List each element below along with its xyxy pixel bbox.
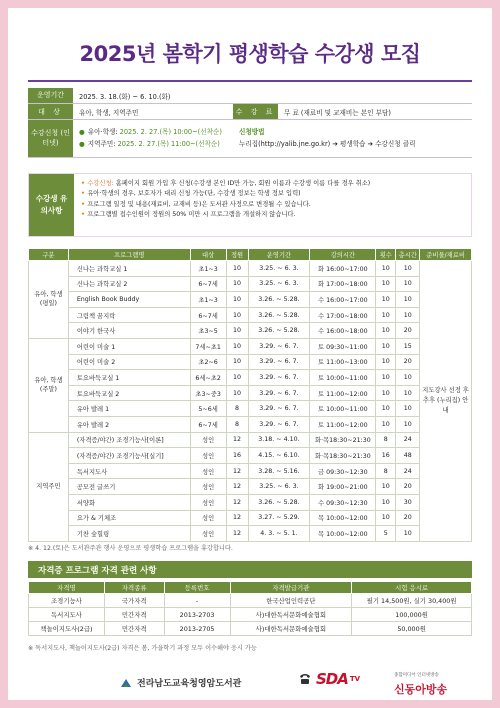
- table-cell: 수 17:00~18:00: [310, 307, 376, 323]
- table-row: [29, 479, 472, 495]
- table-row: [29, 307, 472, 323]
- table-cell: 성인: [190, 494, 226, 510]
- program-table-header: [29, 249, 472, 261]
- table-cell: 10: [396, 261, 420, 277]
- table-cell: 10: [226, 323, 248, 339]
- table-cell: 10: [396, 370, 420, 386]
- table-cell: 50,000원: [352, 622, 472, 636]
- column-header: 시험 응시료: [352, 582, 472, 594]
- column-header: 정원: [226, 249, 248, 261]
- category-cell: 유아, 학생 (주말): [29, 338, 69, 432]
- program-name-cell: English Book Buddy: [68, 292, 190, 308]
- table-cell: 10: [376, 510, 396, 526]
- program-name-cell: 요가 & 기체조: [68, 510, 190, 526]
- table-cell: 화 19:00~21:00: [310, 479, 376, 495]
- table-cell: 토 09:30~11:00: [310, 338, 376, 354]
- table-cell: 책놀이지도사(2급): [29, 622, 105, 636]
- table-cell: 4.15. ~ 6.10.: [248, 448, 310, 464]
- table-cell: 토 11:00~13:00: [310, 354, 376, 370]
- program-name-cell: 신나는 과학교실 2: [68, 276, 190, 292]
- table-row: [29, 448, 472, 464]
- table-cell: 3.28. ~ 5.16.: [248, 463, 310, 479]
- table-cell: 3.25. ~ 6. 3.: [248, 479, 310, 495]
- column-header: 자격발급기관: [230, 582, 352, 594]
- period-value: 2025. 3. 18.(화) ~ 6. 10.(화): [79, 92, 171, 101]
- program-name-cell: 어린이 미술 2: [68, 354, 190, 370]
- program-name-cell: 기찬 숲힐링: [68, 526, 190, 542]
- table-cell: 3.29. ~ 6. 7.: [248, 385, 310, 401]
- table-cell: 성인: [190, 463, 226, 479]
- table-cell: 국가자격: [104, 594, 164, 608]
- table-cell: 10: [376, 292, 396, 308]
- materials-note-cell: 지도강사 선정 후 추후 (누리집) 안내: [420, 261, 472, 542]
- table-cell: 10: [226, 354, 248, 370]
- table-cell: 민간자격: [104, 622, 164, 636]
- table-cell: 독서지도사: [29, 608, 105, 622]
- table-cell: 3.29. ~ 6. 7.: [248, 354, 310, 370]
- table-cell: 성인: [190, 510, 226, 526]
- sponsor-tagline: 종합미디어 인터넷방송: [394, 673, 439, 678]
- table-cell: 10: [376, 479, 396, 495]
- column-header: 총시간: [396, 249, 420, 261]
- title-divider: [28, 80, 472, 82]
- table-cell: 조경기능사: [29, 594, 105, 608]
- table-cell: 10: [376, 370, 396, 386]
- table-cell: 초1~3: [190, 292, 226, 308]
- table-cell: 10: [376, 494, 396, 510]
- sponsor-sda-logo: SDA: [316, 670, 348, 688]
- table-cell: 10: [226, 261, 248, 277]
- info-row-target: [28, 104, 472, 120]
- table-cell: 10: [376, 323, 396, 339]
- table-cell: 3.26. ~ 5.28.: [248, 494, 310, 510]
- column-header: 준비물/재료비: [420, 249, 472, 261]
- program-name-cell: 어린이 미술 1: [68, 338, 190, 354]
- table-cell: 10: [396, 526, 420, 542]
- table-cell: 3.29. ~ 6. 7.: [248, 370, 310, 386]
- table-cell: 100,000원: [352, 608, 472, 622]
- method-value: 누리집(http://yalib.jne.go.kr) ➔ 평생학습 ➔ 수강신청 클릭: [239, 139, 416, 148]
- table-row: [29, 594, 472, 608]
- info-table: [28, 88, 472, 158]
- table-cell: 수 16:00~18:00: [310, 323, 376, 339]
- program-name-cell: 신나는 과학교실 1: [68, 261, 190, 277]
- table-cell: 3.29. ~ 6. 7.: [248, 401, 310, 417]
- table-cell: 24: [396, 432, 420, 448]
- table-row: [29, 338, 472, 354]
- program-name-cell: 서양화: [68, 494, 190, 510]
- table-cell: -: [164, 594, 230, 608]
- program-name-cell: 독서지도사: [68, 463, 190, 479]
- table-cell: 10: [376, 307, 396, 323]
- table-cell: 6~7세: [190, 276, 226, 292]
- sponsor-name: 신동아방송: [394, 683, 448, 696]
- table-cell: 15: [396, 338, 420, 354]
- table-cell: 4. 3. ~ 5. 1.: [248, 526, 310, 542]
- table-cell: 6~7세: [190, 307, 226, 323]
- table-cell: 20: [396, 354, 420, 370]
- table-cell: 10: [376, 354, 396, 370]
- table-cell: 10: [376, 261, 396, 277]
- table-cell: 8: [376, 432, 396, 448]
- apply-method: [233, 120, 421, 157]
- notice-item: • 프로그램별 접수인원이 정원의 50% 미만 시 프로그램을 개설하지 않습니다.: [81, 210, 370, 220]
- table-cell: 성인: [190, 432, 226, 448]
- table-cell: 3.26. ~ 5.28.: [248, 292, 310, 308]
- apply-line-student: ● 유아·학생: 2025. 2. 27.(목) 10:00~(선착순): [79, 128, 222, 137]
- program-name-cell: 공모전 글쓰기: [68, 479, 190, 495]
- table-row: [29, 401, 472, 417]
- table-cell: 30: [396, 494, 420, 510]
- table-cell: 화·목18:30~21:30: [310, 448, 376, 464]
- program-name-cell: (자격증/야간) 조경기능사[이론]: [68, 432, 190, 448]
- table-row: [29, 261, 472, 277]
- table-cell: 12: [226, 463, 248, 479]
- fee-value: 무 료 (재료비 및 교재비는 본인 부담): [284, 108, 391, 117]
- table-cell: 20: [396, 479, 420, 495]
- column-header: 자격명: [29, 582, 105, 594]
- table-cell: 7세~초1: [190, 338, 226, 354]
- target-value: 유아, 학생, 지역주민: [79, 108, 139, 117]
- column-header: 구분: [29, 249, 69, 261]
- table-row: [29, 432, 472, 448]
- table-cell: 3.25. ~ 6. 3.: [248, 261, 310, 277]
- cert-section-title: 자격증 프로그램 자격 관련 사항: [28, 561, 472, 578]
- table-cell: 10: [396, 401, 420, 417]
- table-row: [29, 463, 472, 479]
- table-row: [29, 370, 472, 386]
- table-row: [29, 510, 472, 526]
- table-cell: 5: [376, 526, 396, 542]
- table-cell: 5~6세: [190, 401, 226, 417]
- table-row: [29, 608, 472, 622]
- table-cell: 8: [226, 416, 248, 432]
- table-cell: 한국산업인력공단: [230, 594, 352, 608]
- table-cell: 필기 14,500원, 실기 30,400원: [352, 594, 472, 608]
- table-cell: 10: [226, 370, 248, 386]
- info-row-apply: [28, 120, 472, 158]
- fee-label: 수 강 료: [233, 104, 278, 119]
- sponsor-logo: [298, 670, 448, 696]
- table-cell: 10: [376, 276, 396, 292]
- table-cell: 24: [396, 463, 420, 479]
- table-cell: 3.27. ~ 5.29.: [248, 510, 310, 526]
- notice-list: [74, 174, 377, 236]
- table-cell: 10: [376, 385, 396, 401]
- apply-label: 수강신청 (인터넷): [28, 120, 73, 157]
- target-label: 대 상: [28, 104, 73, 119]
- column-header: 자격종류: [104, 582, 164, 594]
- table-cell: 10: [376, 401, 396, 417]
- table-cell: 16: [226, 448, 248, 464]
- program-name-cell: 그림책 꿈지락: [68, 307, 190, 323]
- table-cell: 10: [226, 338, 248, 354]
- program-name-cell: 토요바둑교실 1: [68, 370, 190, 386]
- library-logo: [120, 676, 241, 689]
- table-cell: 성인: [190, 526, 226, 542]
- table-cell: 16: [376, 448, 396, 464]
- phone-icon: [298, 673, 312, 685]
- library-name: 전라남도교육청영암도서관: [137, 679, 242, 689]
- column-header: 횟수: [376, 249, 396, 261]
- page-title: 2025년 봄학기 평생학습 수강생 모집: [79, 42, 421, 66]
- table-cell: 수 16:00~17:00: [310, 292, 376, 308]
- table-cell: 10: [376, 416, 396, 432]
- table-cell: 6~7세: [190, 416, 226, 432]
- table-cell: 토 11:00~12:00: [310, 416, 376, 432]
- table-cell: 2013-2705: [164, 622, 230, 636]
- period-label: 운영기간: [28, 88, 73, 103]
- category-cell: 지역주민: [29, 432, 69, 541]
- table-row: [29, 494, 472, 510]
- table-row: [29, 622, 472, 636]
- table-cell: 20: [396, 510, 420, 526]
- table-cell: 성인: [190, 448, 226, 464]
- table-cell: 12: [226, 494, 248, 510]
- table-cell: 10: [226, 292, 248, 308]
- notice-label: 수강생 유의사항: [29, 174, 74, 236]
- table-cell: 목 10:00~12:00: [310, 526, 376, 542]
- table-cell: 사)대한독서문화예술협회: [230, 608, 352, 622]
- table-cell: 10: [396, 276, 420, 292]
- table-cell: 초3~중3: [190, 385, 226, 401]
- table-cell: 화·목18:30~21:30: [310, 432, 376, 448]
- program-name-cell: 유아 발레 1: [68, 401, 190, 417]
- table-cell: 금 09:30~12:30: [310, 463, 376, 479]
- table-cell: 10: [396, 385, 420, 401]
- table-cell: 10: [396, 292, 420, 308]
- table-cell: 사)대한독서문화예술협회: [230, 622, 352, 636]
- table-cell: 목 10:00~12:00: [310, 510, 376, 526]
- table-cell: 3.26. ~ 5.28.: [248, 323, 310, 339]
- table-cell: 초2~6: [190, 354, 226, 370]
- cert-note: ※ 독서지도사, 책놀이지도사(2급) 자격은 봄, 가을학기 과정 모두 이수해야 응시 가능: [28, 645, 257, 652]
- table-row: [29, 416, 472, 432]
- program-name-cell: 토요바둑교실 2: [68, 385, 190, 401]
- table-cell: 8: [376, 463, 396, 479]
- column-header: 강의시간: [310, 249, 376, 261]
- table-row: [29, 292, 472, 308]
- table-row: [29, 323, 472, 339]
- library-emblem-icon: [120, 677, 132, 689]
- program-table: [28, 248, 472, 542]
- table-cell: 초3~5: [190, 323, 226, 339]
- table-row: [29, 385, 472, 401]
- column-header: 프로그램명: [68, 249, 190, 261]
- apply-line-resident: ● 지역주민: 2025. 2. 27.(목) 11:00~(선착순): [79, 139, 220, 148]
- table-cell: 화 16:00~17:00: [310, 261, 376, 277]
- apply-dates: [73, 120, 233, 157]
- notice-item: • 수강신청: 홈페이지 회원 가입 후 신청(수강생 본인 ID만 가능, 회원 이름과 수강생 이름 다를 경우 취소): [81, 179, 370, 189]
- program-name-cell: (자격증/야간) 조경기능사[실기]: [68, 448, 190, 464]
- table-cell: 12: [226, 510, 248, 526]
- column-header: 등록번호: [164, 582, 230, 594]
- table-row: [29, 354, 472, 370]
- table-cell: 10: [396, 307, 420, 323]
- table-cell: 토 10:00~11:00: [310, 370, 376, 386]
- cert-table-header: [29, 582, 472, 594]
- table-row: [29, 526, 472, 542]
- table-cell: 화 17:00~18:00: [310, 276, 376, 292]
- poster: [8, 8, 492, 700]
- notice-item: • 프로그램 일정 및 내용(재료비, 교재비 등)은 도서관 사정으로 변경될 수 있습니다.: [81, 200, 370, 210]
- table-cell: 6세~초2: [190, 370, 226, 386]
- table-cell: 48: [396, 448, 420, 464]
- cert-table: [28, 581, 472, 636]
- footer: [8, 668, 492, 700]
- table-cell: 12: [226, 526, 248, 542]
- sponsor-tv: TV: [349, 675, 361, 683]
- table-cell: 10: [226, 307, 248, 323]
- table-cell: 민간자격: [104, 608, 164, 622]
- program-name-cell: 이야기 한국사: [68, 323, 190, 339]
- notice-box: [28, 173, 472, 237]
- table-cell: 10: [376, 338, 396, 354]
- column-header: 대상: [190, 249, 226, 261]
- table-cell: 20: [396, 323, 420, 339]
- table-cell: 8: [226, 401, 248, 417]
- notice-item: • 유아·학생의 경우, 보호자가 대리 신청 가능(단, 수강생 정보는 학생 정보 입력): [81, 189, 370, 199]
- table-cell: 토 10:00~11:00: [310, 401, 376, 417]
- table-cell: 10: [226, 276, 248, 292]
- table-cell: 초1~3: [190, 261, 226, 277]
- table-cell: 10: [226, 385, 248, 401]
- table-cell: 12: [226, 432, 248, 448]
- table-cell: 10: [396, 416, 420, 432]
- table-cell: 3.29. ~ 6. 7.: [248, 416, 310, 432]
- category-cell: 유아, 학생 (평일): [29, 261, 69, 339]
- program-name-cell: 유아 발레 2: [68, 416, 190, 432]
- table-cell: 토 11:00~12:00: [310, 385, 376, 401]
- method-title: 신청방법: [239, 128, 265, 137]
- table-cell: 3.26. ~ 5.28.: [248, 307, 310, 323]
- column-header: 운영기간: [248, 249, 310, 261]
- table-cell: 12: [226, 479, 248, 495]
- table-cell: 3.29. ~ 6. 7.: [248, 338, 310, 354]
- table-row: [29, 276, 472, 292]
- table-cell: 수 09:30~12:30: [310, 494, 376, 510]
- table-cell: 성인: [190, 479, 226, 495]
- closure-note: ※ 4. 12.(토)은 도서관주관 행사 운영으로 평생학습 프로그램을 휴강합니다.: [28, 545, 233, 552]
- info-row-period: [28, 88, 472, 104]
- table-cell: 3.25. ~ 6. 3.: [248, 276, 310, 292]
- table-cell: 2013-2703: [164, 608, 230, 622]
- table-cell: 3.18. ~ 4.10.: [248, 432, 310, 448]
